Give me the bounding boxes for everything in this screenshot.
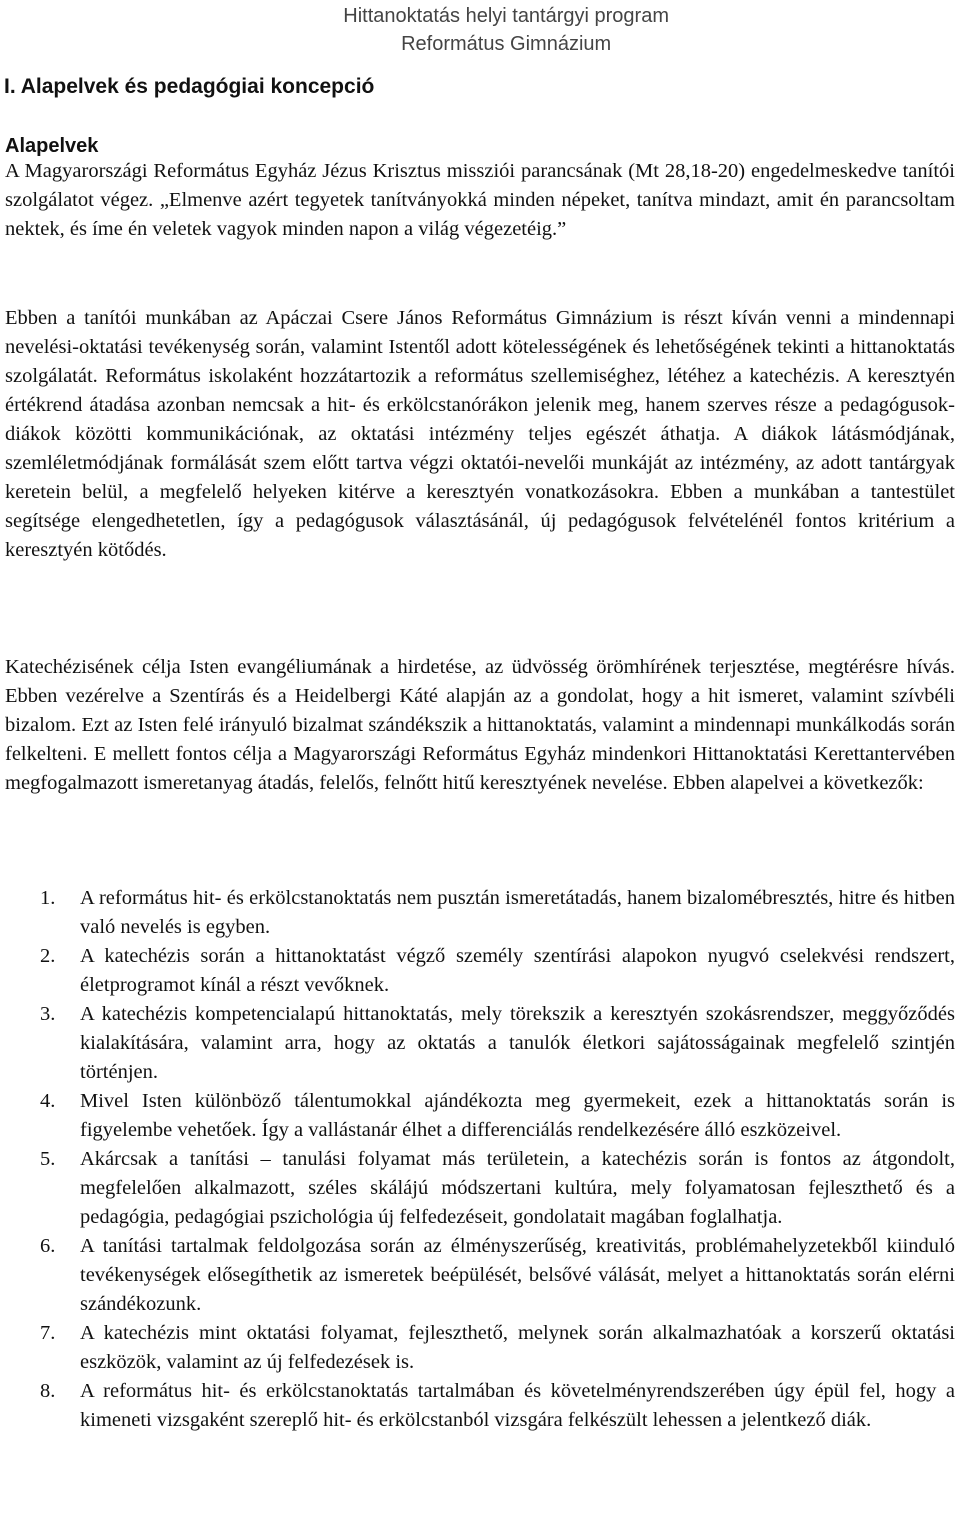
paragraph-catechesis-goal: Katechézisének célja Isten evangéliumának a hirdetése, az üdvösség örömhírének terjesztése, megtérésre hívás. Ebben vezérelve a Szentírás és a Heidelbergi Káté alapján az a gondolat, hogy a hit ismeret, valamint szívbéli bizalom. Ezt az Isten felé irányuló bizalmat szándékszik a hittanoktatás, valamint a mindennapi munkálkodás során felkelteni. E mellett fontos célja a Magyarországi Református Egyház mindenkori Hittanoktatási Kerettantervében megfogalmazott ismeretanyag átadás, felelős, felnőtt hitű keresztyének nevelése. Ebben alapelvei a következők: [5, 656, 955, 794]
list-item [0, 1087, 960, 1145]
list-item [0, 1319, 960, 1377]
list-item [0, 1000, 960, 1087]
list-item [0, 884, 960, 942]
header-school-name: Református Gimnázium [401, 33, 612, 55]
list-item [0, 1145, 960, 1232]
list-item-number: 1. [40, 887, 56, 909]
list-item-number: 6. [40, 1235, 56, 1257]
paragraph-school-role: Ebben a tanítói munkában az Apáczai Csere János Református Gimnázium is részt kíván venni a mindennapi nevelési-oktatási tevékenység során, valamint Istentől adott kötelességének és lehetőségének tekinti a hittanoktatás szolgálatát. Református iskolaként hozzátartozik a református szellemiséghez, létéhez a katechézis. A keresztyén értékrend átadása azonban nemcsak a hit- és erkölcstanórákon jelenik meg, hanem szerves része a pedagógusok-diákok közötti kommunikációnak, az oktatási intézmény teljes egészét áthatja. A diákok látásmódjának, szemléletmódjának formálását szem előtt tartva végzi oktatói-nevelői munkáját az intézmény, az adott tantárgyak keretein belül, a megfelelő helyeken kitérve a keresztyén vonatkozásokra. Ebben a munkában a tantestület segítsége elengedhetetlen, így a pedagógusok választásánál, új pedagógusok felvételénél fontos kritérium a keresztyén kötődés. [5, 307, 955, 561]
principles-list [0, 884, 960, 1435]
list-item-number: 3. [40, 1003, 56, 1025]
list-item-number: 4. [40, 1090, 56, 1112]
list-item-text: A református hit- és erkölcstanoktatás nem pusztán ismeretátadás, hanem bizalomébresztés, hitre és hitben való nevelés is egyben. [80, 887, 955, 938]
list-item-number: 7. [40, 1322, 56, 1344]
page-header [343, 2, 669, 58]
list-item-text: A katechézis mint oktatási folyamat, fejleszthető, melynek során alkalmazhatóak a korszerű oktatási eszközök, valamint az új felfedezések is. [80, 1322, 955, 1373]
header-program-title: Hittanoktatás helyi tantárgyi program [343, 5, 669, 27]
list-item-number: 5. [40, 1148, 56, 1170]
list-item-text: A katechézis során a hittanoktatást végző személy szentírási alapokon nyugvó cselekvési rendszert, életprogramot kínál a részt vevőknek. [80, 945, 955, 996]
section-title: I. Alapelvek és pedagógiai koncepció [4, 75, 375, 98]
list-item-text: A tanítási tartalmak feldolgozása során az élményszerűség, kreativitás, problémahelyzetekből kiinduló tevékenységek elősegíthetik az ismeretek beépülését, belsővé válását, melyet a hittanoktatás során elérni szándékozunk. [80, 1235, 955, 1315]
subsection-title: Alapelvek [5, 135, 99, 157]
list-item-text: A katechézis kompetencialapú hittanoktatás, mely törekszik a keresztyén szokásrendszer, meggyőződés kialakítására, valamint arra, hogy az oktatás a tanulók életkori sajátosságainak megfelelő szintjén történjen. [80, 1003, 955, 1083]
list-item-text: Mivel Isten különböző tálentumokkal ajándékozta meg gyermekeit, ezek a hittanoktatás során is figyelembe vehetőek. Így a vallástanár élhet a differenciálás rendelkezésére álló eszközeivel. [80, 1090, 955, 1141]
list-item [0, 1232, 960, 1319]
list-item-text: A református hit- és erkölcstanoktatás tartalmában és követelményrendszerében úgy épül fel, hogy a kimeneti vizsgaként szereplő hit- és erkölcstanból vizsgára felkészült lehessen a jelentkező diák. [80, 1380, 955, 1431]
list-item-text: Akárcsak a tanítási – tanulási folyamat más területein, a katechézis során is fontos az átgondolt, megfelelően alkalmazott, széles skálájú módszertani kultúra, mely folyamatosan fejleszthető és a pedagógia, pedagógiai pszichológia új felfedezéseit, gondolatait magában foglalhatja. [80, 1148, 955, 1228]
list-item-number: 8. [40, 1380, 56, 1402]
paragraph-mission: A Magyarországi Református Egyház Jézus Krisztus missziói parancsának (Mt 28,18-20) engedelmeskedve tanítói szolgálatot végez. „Elmenve azért tegyetek tanítványokká minden népeket, tanítva mindazt, amit én parancsoltam nektek, és íme én veletek vagyok minden napon a világ végezetéig.” [5, 160, 955, 240]
list-item-number: 2. [40, 945, 56, 967]
list-item [0, 942, 960, 1000]
list-item [0, 1377, 960, 1435]
